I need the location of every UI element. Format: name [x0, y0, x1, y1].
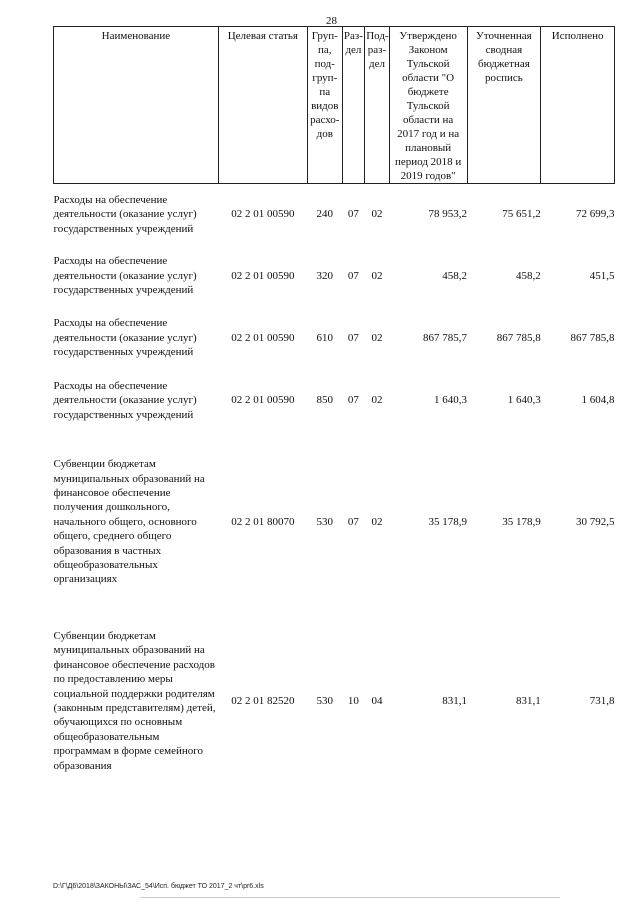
row-executed: 731,8 — [589, 694, 615, 707]
row-subsection: 02 — [371, 269, 383, 282]
row-approved: 867 785,7 — [423, 331, 468, 344]
header-approved: Утверждено Законом Тульской области "О бюджете Тульской области на 2017 год и на плановый период 2018 и 2019 годов" — [389, 27, 467, 184]
file-path-footer: D:\Г\Д6\2018\ЗАКОНЫ\ЗАС_54\Исп. бюджет ТО 2017_2 чт\pr6.xls — [53, 883, 264, 890]
row-subsection: 02 — [371, 515, 383, 528]
row-target-article: 02 2 01 00590 — [231, 331, 295, 344]
row-refined: 35 178,9 — [502, 515, 541, 528]
budget-table — [53, 26, 615, 790]
row-name: Расходы на обеспечение деятельности (оказание услуг) государственных учреждений — [53, 379, 197, 421]
row-executed: 451,5 — [589, 269, 615, 282]
row-section: 07 — [347, 331, 359, 344]
table-header-row — [54, 27, 615, 184]
row-subsection: 02 — [371, 208, 383, 221]
row-name: Субвенции бюджетам муниципальных образований на финансовое обеспечение получения дошкольного, начального общего, основного общего, среднего общего образования в частных общеобразовательных организациях — [53, 458, 205, 586]
table-row — [54, 432, 615, 612]
row-expense-group: 530 — [316, 515, 334, 528]
row-section: 07 — [347, 269, 359, 282]
row-approved: 831,1 — [442, 694, 468, 707]
header-refined: Уточненная сводная бюджетная роспись — [467, 27, 541, 184]
row-target-article: 02 2 01 00590 — [231, 394, 295, 407]
header-name: Наименование — [54, 27, 219, 184]
row-approved: 35 178,9 — [428, 515, 468, 528]
row-name: Расходы на обеспечение деятельности (оказание услуг) государственных учреждений — [53, 255, 197, 297]
table-row — [54, 184, 615, 246]
row-approved: 1 640,3 — [434, 394, 468, 407]
row-refined: 1 640,3 — [507, 394, 541, 407]
table-row — [54, 369, 615, 432]
scan-artifact-line — [140, 897, 560, 898]
header-executed: Исполнено — [541, 27, 615, 184]
row-name: Расходы на обеспечение деятельности (оказание услуг) государственных учреждений — [53, 193, 197, 235]
header-target-article: Целевая статья — [218, 27, 307, 184]
row-refined: 831,1 — [516, 694, 541, 707]
row-expense-group: 610 — [316, 331, 334, 344]
table-row — [54, 245, 615, 307]
row-refined: 458,2 — [516, 269, 541, 282]
row-executed: 72 699,3 — [576, 208, 615, 221]
row-section: 07 — [347, 515, 359, 528]
row-section: 07 — [347, 394, 359, 407]
header-subsection: Под-раз-дел — [365, 27, 390, 184]
row-target-article: 02 2 01 00590 — [231, 208, 295, 221]
row-name: Субвенции бюджетам муниципальных образований на финансовое обеспечение расходов по предоставлению меры социальной поддержки родителям (законным представителям) детей, обучающихся по основным общеобразовательным программам в форме семейного образования — [53, 629, 216, 772]
row-name: Расходы на обеспечение деятельности (оказание услуг) государственных учреждений — [53, 317, 197, 359]
row-refined: 75 651,2 — [502, 208, 541, 221]
row-subsection: 04 — [371, 694, 383, 707]
row-section: 07 — [347, 208, 359, 221]
row-expense-group: 240 — [316, 208, 334, 221]
row-executed: 867 785,8 — [570, 331, 615, 344]
row-executed: 30 792,5 — [576, 515, 615, 528]
row-approved: 78 953,2 — [428, 208, 468, 221]
row-expense-group: 530 — [316, 694, 334, 707]
row-target-article: 02 2 01 80070 — [231, 515, 295, 528]
header-section: Раз-дел — [342, 27, 365, 184]
table-row — [54, 612, 615, 790]
row-subsection: 02 — [371, 394, 383, 407]
row-executed: 1 604,8 — [581, 394, 615, 407]
row-section: 10 — [347, 694, 359, 707]
row-target-article: 02 2 01 00590 — [231, 269, 295, 282]
page-number: 28 — [326, 15, 337, 27]
table-row — [54, 307, 615, 369]
row-expense-group: 850 — [316, 394, 334, 407]
header-expense-group: Груп-па, под-груп-па видов расхо-дов — [307, 27, 342, 184]
row-approved: 458,2 — [442, 269, 468, 282]
row-target-article: 02 2 01 82520 — [231, 694, 295, 707]
row-refined: 867 785,8 — [496, 331, 541, 344]
row-subsection: 02 — [371, 331, 383, 344]
row-expense-group: 320 — [316, 269, 334, 282]
